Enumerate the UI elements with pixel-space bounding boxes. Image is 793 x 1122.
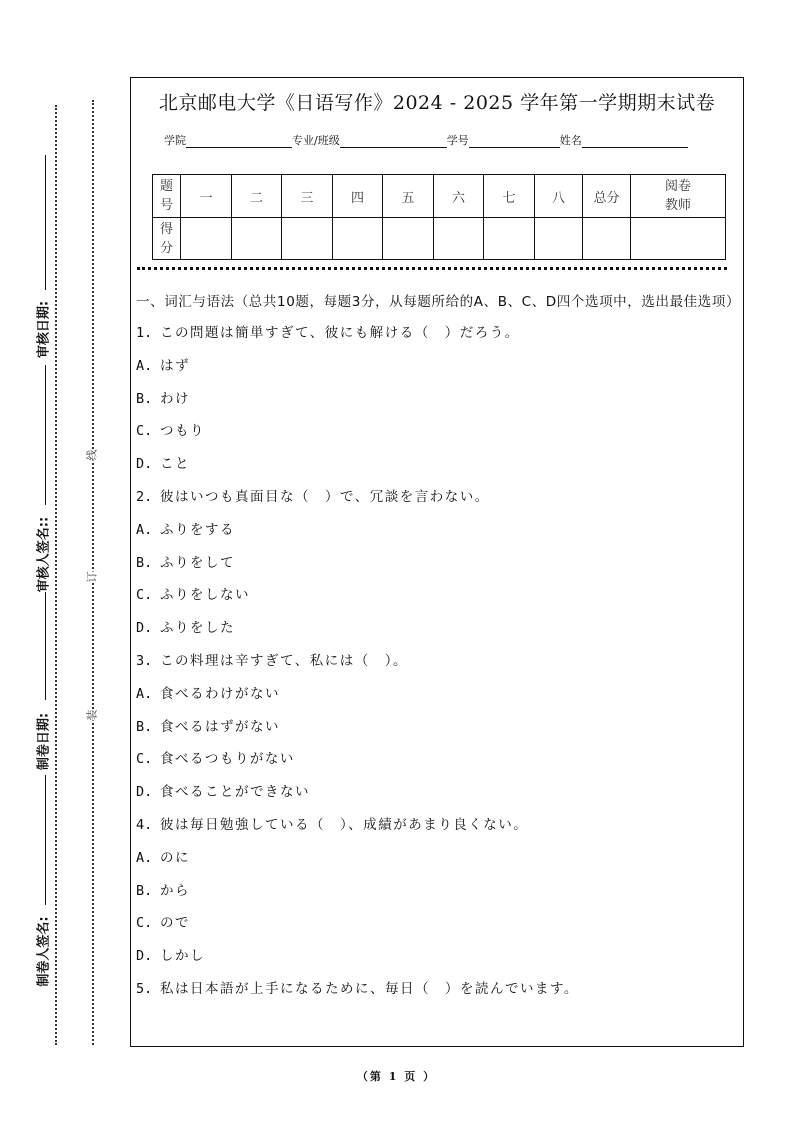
- binding-char-ding: 订: [85, 571, 99, 583]
- option-b[interactable]: [136, 553, 741, 586]
- student-id-label: 学号: [446, 134, 469, 147]
- score-cell[interactable]: [484, 218, 535, 260]
- question-number: 2.: [136, 488, 153, 505]
- option-key: A.: [136, 357, 153, 374]
- column-header: 四: [333, 175, 383, 218]
- score-cell[interactable]: [282, 218, 333, 260]
- option-d[interactable]: [136, 782, 741, 815]
- college-label: 学院: [164, 134, 186, 147]
- page-number: （第 1 页 ）: [356, 1070, 437, 1083]
- option-key: C.: [136, 915, 153, 932]
- question-4: [136, 815, 741, 848]
- question-text: この料理は辛すぎて、私には（ ）。: [160, 652, 408, 669]
- option-b[interactable]: [136, 717, 741, 750]
- major-class-field[interactable]: [340, 135, 447, 148]
- option-text: ふりをしない: [160, 587, 250, 604]
- option-b[interactable]: [136, 389, 741, 422]
- option-text: ので: [160, 915, 190, 932]
- option-text: つもり: [160, 423, 205, 440]
- option-text: ふりをした: [160, 620, 235, 637]
- option-c[interactable]: [136, 749, 741, 782]
- question-text: 私は日本語が上手になるために、毎日（ ）を読んでいます。: [160, 980, 579, 997]
- column-header: 一: [181, 175, 232, 218]
- question-number: 3.: [136, 652, 153, 669]
- label-char: 得: [159, 221, 173, 237]
- option-key: B.: [136, 554, 153, 571]
- option-text: 食べるはずがない: [160, 718, 280, 735]
- question-text: この問題は簡単すぎて、彼にも解ける（ ）だろう。: [160, 325, 520, 341]
- option-a[interactable]: [136, 684, 741, 717]
- option-b[interactable]: [136, 881, 741, 914]
- option-key: C.: [136, 423, 153, 440]
- option-key: B.: [136, 718, 153, 735]
- signature-line: [45, 775, 46, 905]
- label-text: 阅卷: [664, 179, 691, 194]
- column-header: 二: [232, 175, 282, 218]
- option-key: D.: [136, 784, 153, 801]
- option-key: A.: [136, 685, 153, 702]
- question-number: 5.: [136, 980, 153, 997]
- name-field[interactable]: [582, 135, 688, 148]
- option-key: C.: [136, 751, 153, 768]
- major-class-label: 专业/班级: [292, 134, 340, 147]
- column-header: 五: [383, 175, 434, 218]
- grader-cell[interactable]: [631, 218, 726, 260]
- score-cell[interactable]: [434, 218, 484, 260]
- option-text: から: [160, 882, 190, 899]
- option-text: しかし: [160, 948, 205, 965]
- question-number-row: [153, 175, 726, 218]
- question-5: [136, 979, 741, 1012]
- option-text: のに: [160, 849, 190, 866]
- column-header-grader: [631, 175, 726, 218]
- binding-char-xian: 线: [85, 449, 99, 461]
- row-label-question-number: [153, 175, 181, 218]
- question-number: 1.: [136, 325, 153, 341]
- score-table: [152, 174, 726, 260]
- question-1: [136, 323, 741, 356]
- option-text: ふりをして: [160, 554, 235, 571]
- section-heading: 一、词汇与语法（总共10题，每题3分，从每题所给的A、B、C、D四个选项中，选出最佳选项）: [136, 294, 741, 310]
- exam-frame: [130, 77, 744, 1047]
- option-key: A.: [136, 849, 153, 866]
- option-c[interactable]: [136, 913, 741, 946]
- option-text: 食べるつもりがない: [160, 751, 295, 768]
- option-key: D.: [136, 620, 153, 637]
- score-cell[interactable]: [535, 218, 583, 260]
- student-info-row: [164, 132, 688, 148]
- option-c[interactable]: [136, 421, 741, 454]
- option-key: D.: [136, 948, 153, 965]
- exam-title: 北京邮电大学《日语写作》2024 - 2025 学年第一学期期末试卷: [158, 92, 716, 114]
- option-text: ふりをする: [160, 521, 235, 538]
- score-cell[interactable]: [383, 218, 434, 260]
- option-a[interactable]: [136, 356, 741, 389]
- student-id-field[interactable]: [469, 135, 560, 148]
- option-d[interactable]: [136, 946, 741, 979]
- option-c[interactable]: [136, 585, 741, 618]
- name-label: 姓名: [559, 134, 582, 147]
- question-3: [136, 651, 741, 684]
- option-key: D.: [136, 456, 153, 473]
- score-cell[interactable]: [181, 218, 232, 260]
- option-key: C.: [136, 587, 153, 604]
- question-text: 彼はいつも真面目な（ ）で、冗談を言わない。: [160, 488, 490, 505]
- section-vocabulary-grammar: [136, 291, 741, 1012]
- maker-signature-label: 制卷人签名:: [36, 916, 52, 987]
- option-d[interactable]: [136, 618, 741, 651]
- question-text: 彼は毎日勉強している（ ）、成績があまり良くない。: [160, 816, 529, 833]
- college-field[interactable]: [186, 135, 292, 148]
- label-char: 分: [159, 240, 173, 256]
- column-header: 三: [282, 175, 333, 218]
- reviewer-signature-label: 审核人签名::: [36, 516, 52, 593]
- score-cell[interactable]: [232, 218, 282, 260]
- score-row: [153, 218, 726, 260]
- option-text: わけ: [160, 390, 190, 407]
- column-header: 八: [535, 175, 583, 218]
- option-text: こと: [160, 456, 190, 473]
- label-text: 教师: [664, 198, 691, 213]
- question-2: [136, 487, 741, 520]
- binding-dotted-line-outer: [55, 105, 57, 1045]
- row-label-score: [153, 218, 181, 260]
- option-a[interactable]: [136, 520, 741, 553]
- score-cell[interactable]: [333, 218, 383, 260]
- maker-date-label: 制卷日期:: [36, 712, 52, 771]
- column-header: 七: [484, 175, 535, 218]
- option-text: はず: [160, 357, 190, 374]
- option-text: 食べることができない: [160, 784, 310, 801]
- question-number: 4.: [136, 816, 153, 833]
- signature-line: [45, 365, 46, 505]
- dotted-separator: [137, 267, 727, 270]
- option-d[interactable]: [136, 454, 741, 487]
- signature-line: [45, 155, 46, 290]
- option-key: B.: [136, 390, 153, 407]
- option-key: A.: [136, 521, 153, 538]
- option-key: B.: [136, 882, 153, 899]
- column-header: 六: [434, 175, 484, 218]
- option-text: 食べるわけがない: [160, 685, 280, 702]
- signature-line: [45, 592, 46, 700]
- label-char: 号: [159, 198, 173, 213]
- binding-char-zhuang: 装: [85, 709, 99, 721]
- reviewer-date-label: 审核日期:: [36, 300, 52, 359]
- label-char: 题: [159, 179, 173, 194]
- option-a[interactable]: [136, 848, 741, 881]
- column-header-total: 总分: [583, 175, 631, 218]
- total-score-cell[interactable]: [583, 218, 631, 260]
